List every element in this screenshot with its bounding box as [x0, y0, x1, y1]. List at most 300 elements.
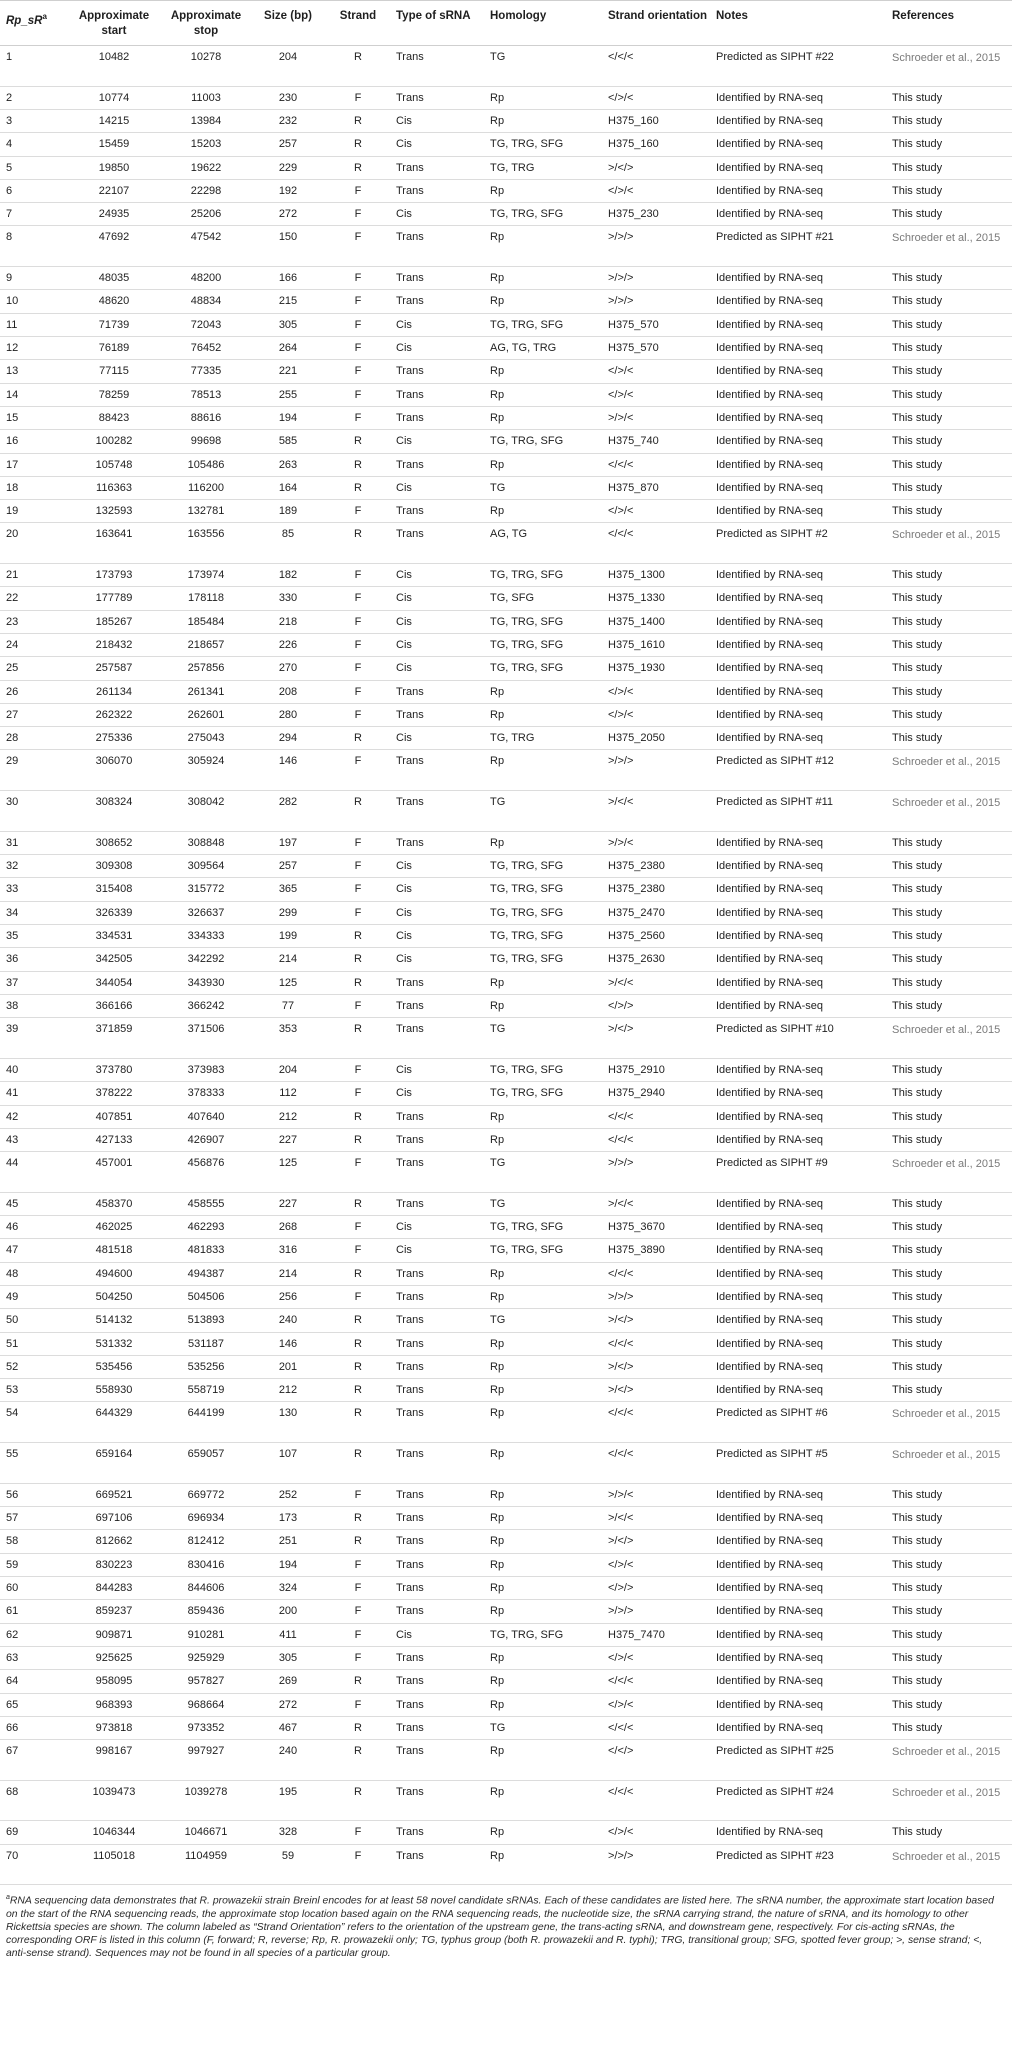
cell-notes: Identified by RNA-seq [712, 1716, 888, 1739]
table-row [0, 750, 1012, 791]
cell-size: 164 [252, 476, 324, 499]
cell-start: 859237 [68, 1600, 160, 1623]
cell-orientation: </>/< [604, 1693, 712, 1716]
cell-id: 1 [0, 46, 68, 87]
cell-homology: TG [486, 1018, 604, 1059]
cell-strand: F [324, 500, 392, 523]
cell-orientation: </>/< [604, 1646, 712, 1669]
cell-id: 44 [0, 1152, 68, 1193]
cell-id: 70 [0, 1844, 68, 1885]
cell-reference: Schroeder et al., 2015 [888, 226, 1012, 267]
cell-notes: Identified by RNA-seq [712, 1821, 888, 1844]
table-row [0, 1379, 1012, 1402]
cell-size: 263 [252, 453, 324, 476]
cell-notes: Identified by RNA-seq [712, 1239, 888, 1262]
cell-notes: Identified by RNA-seq [712, 290, 888, 313]
cell-size: 125 [252, 971, 324, 994]
table-row [0, 1821, 1012, 1844]
cell-id: 15 [0, 406, 68, 429]
cell-stop: 275043 [160, 727, 252, 750]
cell-orientation: H375_160 [604, 109, 712, 132]
cell-start: 659164 [68, 1443, 160, 1484]
table-row [0, 1355, 1012, 1378]
cell-homology: Rp [486, 1646, 604, 1669]
cell-notes: Identified by RNA-seq [712, 337, 888, 360]
cell-size: 166 [252, 267, 324, 290]
cell-homology: Rp [486, 1285, 604, 1308]
cell-reference: This study [888, 1239, 1012, 1262]
cell-orientation: </</< [604, 1128, 712, 1151]
cell-id: 49 [0, 1285, 68, 1308]
cell-notes: Identified by RNA-seq [712, 1216, 888, 1239]
cell-stop: 696934 [160, 1507, 252, 1530]
cell-id: 39 [0, 1018, 68, 1059]
table-row [0, 1646, 1012, 1669]
cell-strand: R [324, 1507, 392, 1530]
cell-orientation: </</< [604, 1105, 712, 1128]
cell-id: 41 [0, 1082, 68, 1105]
cell-size: 232 [252, 109, 324, 132]
table-row [0, 109, 1012, 132]
cell-size: 411 [252, 1623, 324, 1646]
cell-notes: Predicted as SIPHT #10 [712, 1018, 888, 1059]
cell-homology: TG [486, 46, 604, 87]
cell-type: Trans [392, 791, 486, 832]
cell-homology: Rp [486, 971, 604, 994]
cell-size: 77 [252, 994, 324, 1017]
cell-stop: 373983 [160, 1058, 252, 1081]
cell-stop: 535256 [160, 1355, 252, 1378]
cell-homology: TG, TRG, SFG [486, 657, 604, 680]
cell-orientation: H375_1400 [604, 610, 712, 633]
cell-type: Cis [392, 634, 486, 657]
cell-reference: This study [888, 727, 1012, 750]
table-row [0, 476, 1012, 499]
cell-strand: R [324, 1105, 392, 1128]
table-row [0, 133, 1012, 156]
cell-type: Trans [392, 1821, 486, 1844]
cell-orientation: H375_570 [604, 313, 712, 336]
table-row [0, 406, 1012, 429]
cell-stop: 48834 [160, 290, 252, 313]
cell-id: 67 [0, 1740, 68, 1781]
cell-stop: 334333 [160, 925, 252, 948]
cell-orientation: </>/< [604, 500, 712, 523]
cell-type: Trans [392, 1309, 486, 1332]
cell-homology: Rp [486, 360, 604, 383]
cell-id: 52 [0, 1355, 68, 1378]
cell-start: 262322 [68, 703, 160, 726]
cell-id: 65 [0, 1693, 68, 1716]
cell-type: Trans [392, 1018, 486, 1059]
cell-notes: Identified by RNA-seq [712, 680, 888, 703]
table-row [0, 878, 1012, 901]
cell-start: 531332 [68, 1332, 160, 1355]
cell-strand: R [324, 1402, 392, 1443]
cell-homology: Rp [486, 1577, 604, 1600]
table-row [0, 179, 1012, 202]
cell-strand: F [324, 1239, 392, 1262]
cell-homology: TG, TRG, SFG [486, 313, 604, 336]
cell-start: 973818 [68, 1716, 160, 1739]
cell-homology: Rp [486, 1693, 604, 1716]
cell-orientation: </>/< [604, 680, 712, 703]
cell-homology: Rp [486, 290, 604, 313]
cell-notes: Identified by RNA-seq [712, 109, 888, 132]
table-row [0, 1058, 1012, 1081]
cell-id: 45 [0, 1192, 68, 1215]
cell-size: 218 [252, 610, 324, 633]
cell-stop: 458555 [160, 1192, 252, 1215]
cell-id: 29 [0, 750, 68, 791]
cell-stop: 644199 [160, 1402, 252, 1443]
cell-homology: Rp [486, 750, 604, 791]
cell-start: 308324 [68, 791, 160, 832]
table-row [0, 564, 1012, 587]
cell-orientation: H375_1610 [604, 634, 712, 657]
cell-id: 69 [0, 1821, 68, 1844]
cell-id: 21 [0, 564, 68, 587]
cell-start: 812662 [68, 1530, 160, 1553]
cell-type: Cis [392, 133, 486, 156]
cell-reference: This study [888, 1646, 1012, 1669]
cell-orientation: H375_2050 [604, 727, 712, 750]
cell-reference: This study [888, 1577, 1012, 1600]
cell-strand: F [324, 587, 392, 610]
table-row [0, 267, 1012, 290]
cell-notes: Identified by RNA-seq [712, 360, 888, 383]
cell-reference: This study [888, 680, 1012, 703]
cell-reference: This study [888, 360, 1012, 383]
cell-stop: 378333 [160, 1082, 252, 1105]
table-row [0, 703, 1012, 726]
cell-stop: 105486 [160, 453, 252, 476]
cell-homology: TG [486, 1152, 604, 1193]
cell-notes: Identified by RNA-seq [712, 1058, 888, 1081]
cell-start: 462025 [68, 1216, 160, 1239]
table-row [0, 948, 1012, 971]
cell-strand: F [324, 383, 392, 406]
cell-notes: Identified by RNA-seq [712, 610, 888, 633]
cell-homology: Rp [486, 1483, 604, 1506]
cell-type: Trans [392, 86, 486, 109]
cell-start: 177789 [68, 587, 160, 610]
cell-type: Trans [392, 1740, 486, 1781]
cell-notes: Predicted as SIPHT #6 [712, 1402, 888, 1443]
cell-orientation: H375_1330 [604, 587, 712, 610]
cell-reference: This study [888, 109, 1012, 132]
cell-size: 201 [252, 1355, 324, 1378]
table-row [0, 1105, 1012, 1128]
cell-start: 998167 [68, 1740, 160, 1781]
cell-orientation: >/>/> [604, 750, 712, 791]
cell-notes: Identified by RNA-seq [712, 925, 888, 948]
cell-homology: TG, TRG, SFG [486, 878, 604, 901]
cell-stop: 305924 [160, 750, 252, 791]
cell-id: 27 [0, 703, 68, 726]
cell-stop: 185484 [160, 610, 252, 633]
cell-homology: Rp [486, 109, 604, 132]
cell-reference: This study [888, 610, 1012, 633]
table-row [0, 901, 1012, 924]
cell-orientation: >/</< [604, 1192, 712, 1215]
cell-size: 212 [252, 1105, 324, 1128]
cell-type: Trans [392, 500, 486, 523]
cell-stop: 859436 [160, 1600, 252, 1623]
cell-type: Trans [392, 1285, 486, 1308]
cell-type: Cis [392, 587, 486, 610]
cell-strand: F [324, 203, 392, 226]
table-row [0, 587, 1012, 610]
table-row [0, 855, 1012, 878]
cell-notes: Identified by RNA-seq [712, 1082, 888, 1105]
cell-orientation: H375_740 [604, 430, 712, 453]
cell-size: 294 [252, 727, 324, 750]
table-row [0, 610, 1012, 633]
cell-homology: Rp [486, 453, 604, 476]
cell-size: 214 [252, 1262, 324, 1285]
cell-id: 57 [0, 1507, 68, 1530]
cell-homology: TG, SFG [486, 587, 604, 610]
cell-notes: Identified by RNA-seq [712, 1670, 888, 1693]
cell-start: 958095 [68, 1670, 160, 1693]
cell-strand: F [324, 406, 392, 429]
cell-id: 3 [0, 109, 68, 132]
cell-homology: TG, TRG, SFG [486, 1623, 604, 1646]
cell-reference: This study [888, 1309, 1012, 1332]
cell-id: 62 [0, 1623, 68, 1646]
cell-start: 644329 [68, 1402, 160, 1443]
cell-strand: F [324, 1693, 392, 1716]
cell-type: Trans [392, 1716, 486, 1739]
cell-size: 215 [252, 290, 324, 313]
cell-orientation: >/</> [604, 1355, 712, 1378]
cell-notes: Identified by RNA-seq [712, 406, 888, 429]
cell-type: Trans [392, 971, 486, 994]
cell-stop: 513893 [160, 1309, 252, 1332]
cell-stop: 11003 [160, 86, 252, 109]
cell-size: 226 [252, 634, 324, 657]
cell-strand: F [324, 1216, 392, 1239]
cell-homology: Rp [486, 1844, 604, 1885]
cell-reference: This study [888, 267, 1012, 290]
cell-orientation: H375_7470 [604, 1623, 712, 1646]
cell-homology: Rp [486, 86, 604, 109]
cell-id: 50 [0, 1309, 68, 1332]
cell-orientation: </>/> [604, 1577, 712, 1600]
cell-homology: Rp [486, 1105, 604, 1128]
cell-id: 61 [0, 1600, 68, 1623]
cell-size: 59 [252, 1844, 324, 1885]
cell-start: 218432 [68, 634, 160, 657]
cell-strand: F [324, 179, 392, 202]
cell-homology: Rp [486, 500, 604, 523]
cell-id: 42 [0, 1105, 68, 1128]
cell-orientation: </>/< [604, 360, 712, 383]
table-row [0, 680, 1012, 703]
cell-orientation: H375_870 [604, 476, 712, 499]
cell-type: Cis [392, 1082, 486, 1105]
cell-orientation: >/>/< [604, 406, 712, 429]
cell-strand: F [324, 313, 392, 336]
cell-type: Cis [392, 901, 486, 924]
cell-strand: F [324, 1577, 392, 1600]
cell-reference: Schroeder et al., 2015 [888, 750, 1012, 791]
table-row [0, 1216, 1012, 1239]
cell-type: Cis [392, 925, 486, 948]
cell-orientation: </>/< [604, 383, 712, 406]
table-row [0, 1332, 1012, 1355]
cell-size: 305 [252, 1646, 324, 1669]
cell-homology: TG, TRG, SFG [486, 1239, 604, 1262]
cell-reference: This study [888, 1128, 1012, 1151]
cell-strand: F [324, 994, 392, 1017]
cell-strand: F [324, 1623, 392, 1646]
cell-type: Trans [392, 156, 486, 179]
cell-size: 208 [252, 680, 324, 703]
cell-homology: TG, TRG, SFG [486, 925, 604, 948]
cell-size: 272 [252, 1693, 324, 1716]
cell-orientation: </</> [604, 1740, 712, 1781]
header-homology: Homology [490, 10, 547, 22]
cell-reference: This study [888, 476, 1012, 499]
cell-notes: Identified by RNA-seq [712, 1309, 888, 1332]
cell-strand: F [324, 267, 392, 290]
cell-reference: This study [888, 313, 1012, 336]
cell-stop: 77335 [160, 360, 252, 383]
cell-stop: 462293 [160, 1216, 252, 1239]
cell-stop: 957827 [160, 1670, 252, 1693]
cell-type: Cis [392, 337, 486, 360]
cell-notes: Identified by RNA-seq [712, 1530, 888, 1553]
cell-reference: This study [888, 1716, 1012, 1739]
cell-type: Trans [392, 523, 486, 564]
cell-start: 173793 [68, 564, 160, 587]
cell-stop: 968664 [160, 1693, 252, 1716]
cell-reference: This study [888, 1105, 1012, 1128]
cell-reference: This study [888, 1058, 1012, 1081]
cell-stop: 88616 [160, 406, 252, 429]
cell-notes: Predicted as SIPHT #2 [712, 523, 888, 564]
cell-start: 481518 [68, 1239, 160, 1262]
cell-type: Trans [392, 406, 486, 429]
cell-start: 105748 [68, 453, 160, 476]
cell-homology: Rp [486, 179, 604, 202]
cell-notes: Identified by RNA-seq [712, 1128, 888, 1151]
cell-notes: Identified by RNA-seq [712, 179, 888, 202]
table-row [0, 523, 1012, 564]
cell-start: 10482 [68, 46, 160, 87]
cell-orientation: >/>/> [604, 267, 712, 290]
cell-notes: Identified by RNA-seq [712, 1262, 888, 1285]
cell-homology: TG, TRG, SFG [486, 855, 604, 878]
cell-notes: Identified by RNA-seq [712, 453, 888, 476]
cell-orientation: >/</> [604, 1309, 712, 1332]
cell-reference: This study [888, 1600, 1012, 1623]
table-row [0, 226, 1012, 267]
cell-start: 366166 [68, 994, 160, 1017]
cell-orientation: H375_2630 [604, 948, 712, 971]
table-row [0, 1780, 1012, 1821]
cell-notes: Identified by RNA-seq [712, 1646, 888, 1669]
cell-reference: Schroeder et al., 2015 [888, 523, 1012, 564]
cell-reference: Schroeder et al., 2015 [888, 1740, 1012, 1781]
cell-orientation: </</< [604, 46, 712, 87]
cell-strand: R [324, 727, 392, 750]
cell-stop: 1039278 [160, 1780, 252, 1821]
cell-notes: Identified by RNA-seq [712, 901, 888, 924]
cell-id: 56 [0, 1483, 68, 1506]
cell-type: Trans [392, 1192, 486, 1215]
cell-type: Cis [392, 109, 486, 132]
cell-orientation: </</< [604, 1443, 712, 1484]
cell-strand: R [324, 1332, 392, 1355]
cell-strand: F [324, 1082, 392, 1105]
table-row [0, 1309, 1012, 1332]
cell-start: 326339 [68, 901, 160, 924]
cell-homology: Rp [486, 1443, 604, 1484]
cell-id: 9 [0, 267, 68, 290]
cell-reference: This study [888, 453, 1012, 476]
cell-orientation: H375_2380 [604, 855, 712, 878]
cell-stop: 669772 [160, 1483, 252, 1506]
cell-notes: Identified by RNA-seq [712, 1507, 888, 1530]
cell-id: 48 [0, 1262, 68, 1285]
cell-reference: This study [888, 657, 1012, 680]
cell-reference: This study [888, 290, 1012, 313]
cell-type: Cis [392, 430, 486, 453]
cell-strand: R [324, 133, 392, 156]
cell-type: Cis [392, 476, 486, 499]
cell-size: 251 [252, 1530, 324, 1553]
cell-id: 36 [0, 948, 68, 971]
cell-reference: This study [888, 1530, 1012, 1553]
cell-type: Trans [392, 703, 486, 726]
cell-type: Trans [392, 1646, 486, 1669]
cell-reference: This study [888, 500, 1012, 523]
cell-type: Trans [392, 1507, 486, 1530]
cell-type: Trans [392, 1780, 486, 1821]
cell-type: Cis [392, 727, 486, 750]
cell-reference: Schroeder et al., 2015 [888, 1844, 1012, 1885]
cell-id: 43 [0, 1128, 68, 1151]
cell-start: 925625 [68, 1646, 160, 1669]
cell-id: 2 [0, 86, 68, 109]
cell-stop: 426907 [160, 1128, 252, 1151]
cell-type: Trans [392, 1844, 486, 1885]
cell-orientation: H375_3670 [604, 1216, 712, 1239]
cell-stop: 218657 [160, 634, 252, 657]
header-orientation: Strand orientation [608, 10, 708, 22]
footnote-marker: a [6, 1894, 10, 1902]
cell-size: 330 [252, 587, 324, 610]
table-row [0, 1128, 1012, 1151]
cell-id: 22 [0, 587, 68, 610]
cell-homology: Rp [486, 994, 604, 1017]
cell-stop: 76452 [160, 337, 252, 360]
cell-start: 24935 [68, 203, 160, 226]
cell-size: 146 [252, 750, 324, 791]
cell-homology: Rp [486, 1670, 604, 1693]
cell-id: 20 [0, 523, 68, 564]
header-start: Approximate start [78, 10, 150, 37]
cell-reference: This study [888, 703, 1012, 726]
cell-homology: Rp [486, 1128, 604, 1151]
cell-stop: 659057 [160, 1443, 252, 1484]
cell-size: 272 [252, 203, 324, 226]
cell-strand: R [324, 109, 392, 132]
cell-homology: Rp [486, 406, 604, 429]
